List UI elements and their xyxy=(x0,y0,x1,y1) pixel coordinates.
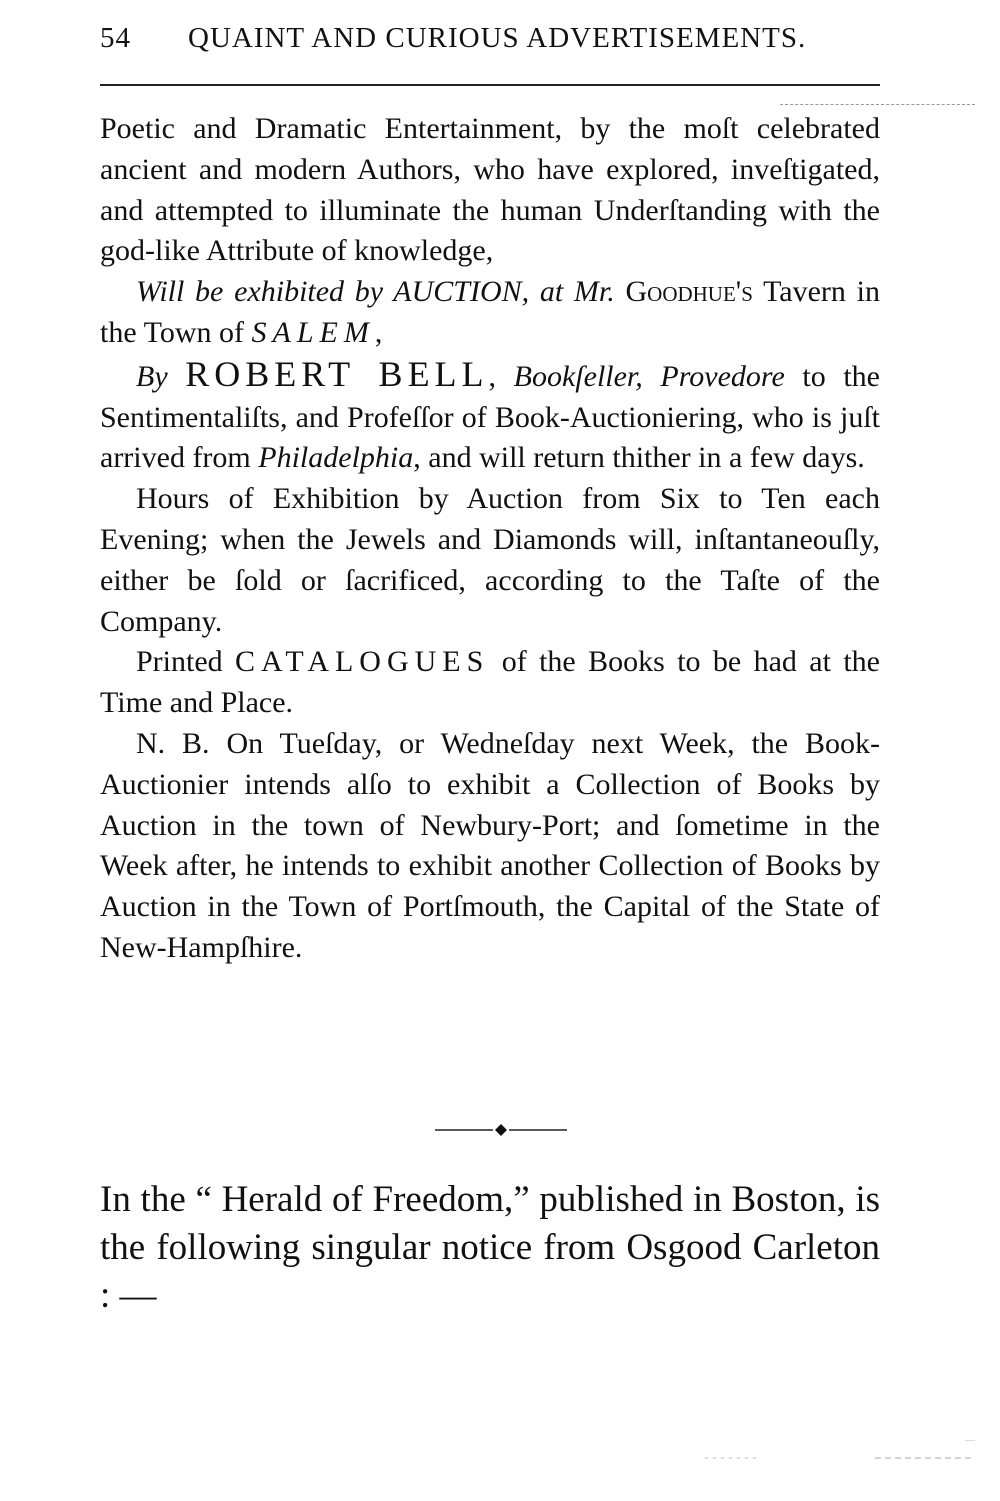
city-name: Philadelphia xyxy=(258,441,414,475)
paragraph-catalogues: Printed CATALOGUES of the Books to be had at the Time and Place. xyxy=(100,645,880,720)
paragraph-auction-notice: Will be exhibited by AUCTION, at Mr. Goodhue's Tavern in the Town of SALEM, xyxy=(100,275,880,349)
catalogues-word: CATALOGUES xyxy=(235,645,490,679)
running-title: QUAINT AND CURIOUS ADVERTISEMENTS. xyxy=(188,22,807,54)
section-ornament xyxy=(435,1118,567,1142)
host-name: Goodhue's xyxy=(625,275,753,309)
auction-word: AUCTION xyxy=(393,275,522,309)
paragraph-nota-bene: N. B. On Tueſday, or Wedneſday next Week, the Book-Auctionier intends alſo to exhibit a Collection of Books by Auction in the town of Newbury-Port; and ſometime in the Week after, he intends to exhibit another Collection of Books by Auction in the Town of Portſmouth, the Capital of the State of New-Hampſhire. xyxy=(100,726,880,964)
paragraph-entertainment: Poetic and Dramatic Entertainment, by the moſt celebrated ancient and modern Authors, who have explored, inveſtigated, and attempted to illuminate the human Underſtanding with the god-like Attribute of knowledge, xyxy=(100,112,880,268)
paragraph-herald-of-freedom: In the “ Herald of Freedom,” published in Boston, is the following singular notice from Osgood Carleton : — xyxy=(100,1179,880,1316)
advertisement-text xyxy=(100,109,880,969)
header-rule xyxy=(100,84,880,86)
bookseller-name: ROBERT BELL xyxy=(185,353,489,394)
town-name: SALEM xyxy=(251,315,375,349)
scan-specks xyxy=(700,1440,980,1480)
closing-text xyxy=(100,1176,880,1320)
scan-artifact-line xyxy=(780,104,975,105)
page-number: 54 xyxy=(100,22,131,54)
paragraph-bookseller: By ROBERT BELL, Bookſeller, Provedore to the Sentimentaliſts, and Profeſſor of Book-Auctioniering, who is juſt arrived from Philadelphia, and will return thither in a few days. xyxy=(100,353,880,475)
running-header xyxy=(100,22,880,58)
paragraph-hours: Hours of Exhibition by Auction from Six to Ten each Evening; when the Jewels and Diamonds will, inſtantaneouſly, either be ſold or ſacrificed, according to the Taſte of the Company. xyxy=(100,482,880,638)
